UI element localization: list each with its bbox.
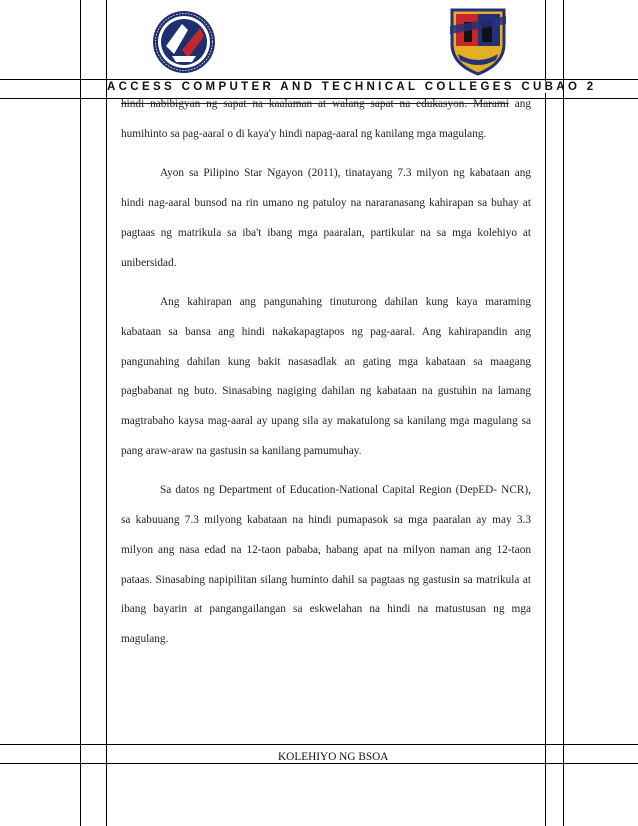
paragraph-4 <box>121 476 531 654</box>
paragraph-2-line-3: sa buhay at pagtaas ng matrikula sa iba't ibang mga paaralan, partikular na sa <box>121 197 531 239</box>
footer-rule-top <box>0 744 638 745</box>
paragraph-3-line-3: pangunahing dahilan kung bakit nasasadlak an gating mga kabataan sa maagang <box>121 355 531 368</box>
paragraph-3-line-6: mga magulang sa pang araw-araw na gastusin sa kanilang pamumuhay. <box>121 415 531 457</box>
paragraph-3 <box>121 288 531 466</box>
paragraph-4-line-5: pagtaas ng gastusin sa matrikula at ibang bayarin at pangangailangan sa <box>121 573 531 616</box>
paragraph-3-line-4: pagbabanat ng buto. Sinasabing nagiging dahilan ng kabataan na gustuhin na <box>121 385 493 398</box>
paragraph-1 <box>121 90 531 149</box>
college-header-title: ACCESS COMPUTER AND TECHNICAL COLLEGES CUBAO 2 <box>107 81 597 93</box>
college-seal-left-logo <box>152 10 216 74</box>
college-crest-right-logo <box>446 6 510 76</box>
paragraph-2-line-1: Ayon sa Pilipino Star Ngayon (2011), tinatayang 7.3 milyon ng kabataan <box>160 167 510 180</box>
right-margin-line-outer <box>563 0 564 826</box>
paragraph-3-line-5: lamang magtrabaho kaysa mag-aaral ay upang sila ay makatulong sa kanilang <box>121 385 531 428</box>
paragraph-4-line-6: eskwelahan na hindi na matustusan ng mga magulang. <box>121 603 532 645</box>
left-margin-line-inner <box>106 0 107 826</box>
paragraph-4-line-1: Sa datos ng Department of Education-National Capital Region (DepED- <box>160 484 498 497</box>
paragraph-2-line-4: mga kolehiyo at unibersidad. <box>121 226 531 269</box>
document-body <box>121 90 531 655</box>
paragraph-2-line-2: ang hindi nag-aaral bunsod na rin umano ng patuloy na nararanasang kahirapan <box>121 167 532 210</box>
header-rule-top <box>0 79 638 80</box>
footer-rule-bottom <box>0 763 638 764</box>
paragraph-4-line-4: naman ang 12-taon pataas. Sinasabing napipilitan silang huminto dahil sa <box>121 543 531 586</box>
paragraph-2 <box>121 159 531 278</box>
paragraph-4-line-3: ay may 3.3 milyon ang nasa edad na 12-taon pababa, habang apat na milyon <box>121 514 531 556</box>
footer-department-label: KOLEHIYO NG BSOA <box>278 751 389 763</box>
paragraph-1-line-1: hindi nabibigyan ng sapat na kaalaman at walang sapat na edukasyon. Marami <box>121 98 509 110</box>
paragraph-3-line-2: kabataan sa bansa ang hindi nakakapagtapos ng pag-aaral. Ang kahirapandin ang <box>121 325 531 338</box>
paragraph-1-line-3: magulang. <box>438 127 487 140</box>
paragraph-4-line-2: NCR), sa kabuuang 7.3 milyong kabataan na hindi pumapasok sa mga paaralan <box>121 484 531 527</box>
paragraph-3-line-1: Ang kahirapan ang pangunahing tinuturong dahilan kung kaya maraming <box>160 296 531 309</box>
left-margin-line-outer <box>80 0 81 826</box>
right-margin-line-inner <box>545 0 546 826</box>
paragraph-1-line-2: ang humihinto sa pag-aaral o di kaya'y hindi napag-aaral ng kanilang mga <box>121 98 531 140</box>
